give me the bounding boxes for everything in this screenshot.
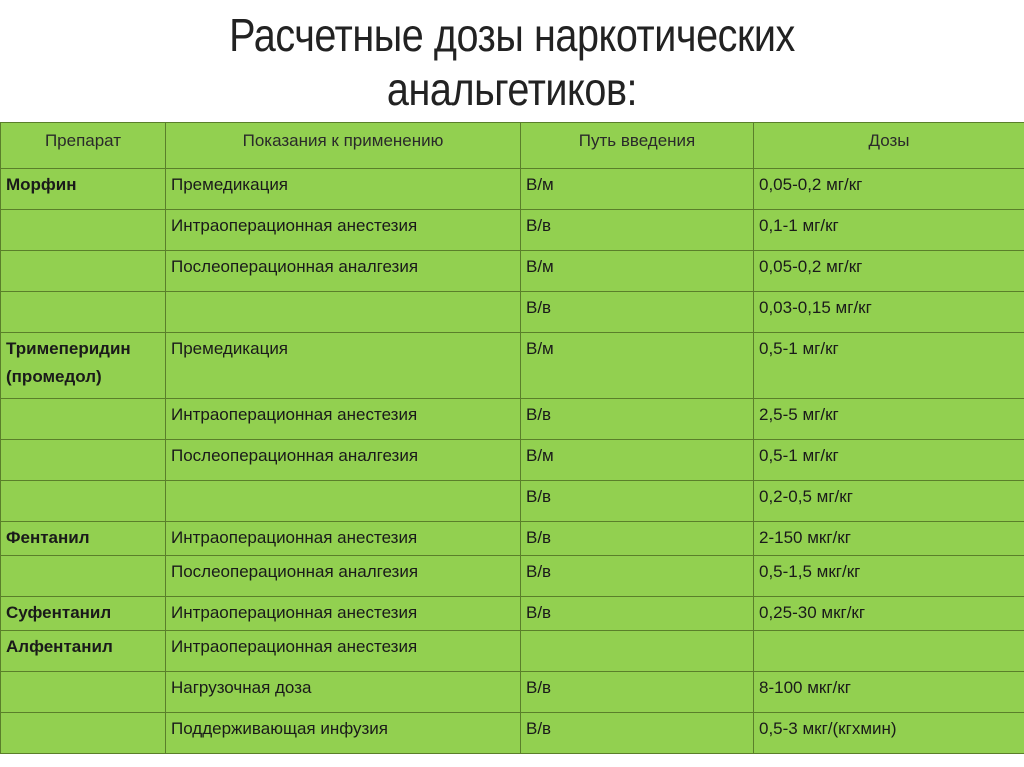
drug-cell [1, 210, 166, 251]
table-row [1, 522, 1024, 556]
route-cell: В/м [521, 169, 754, 210]
indication-cell: Послеоперационная аналгезия [166, 556, 521, 597]
route-cell: В/в [521, 713, 754, 754]
table-row [1, 713, 1024, 754]
dose-cell: 0,05-0,2 мг/кг [754, 251, 1024, 292]
header-indication: Показания к применению [166, 123, 521, 169]
route-cell: В/в [521, 522, 754, 556]
slide-title-line1: Расчетные дозы наркотических [229, 9, 795, 61]
drug-cell: Морфин [1, 169, 166, 210]
header-route: Путь введения [521, 123, 754, 169]
dose-cell: 0,05-0,2 мг/кг [754, 169, 1024, 210]
table-header-row [1, 123, 1024, 169]
table-row [1, 292, 1024, 333]
dose-cell: 0,5-1 мг/кг [754, 440, 1024, 481]
table-row [1, 597, 1024, 631]
header-dose: Дозы [754, 123, 1024, 169]
drug-cell [1, 713, 166, 754]
indication-cell: Интраоперационная анестезия [166, 210, 521, 251]
drug-cell [1, 556, 166, 597]
route-cell: В/в [521, 399, 754, 440]
dose-cell: 0,1-1 мг/кг [754, 210, 1024, 251]
indication-cell: Премедикация [166, 169, 521, 210]
indication-cell: Послеоперационная аналгезия [166, 251, 521, 292]
dose-cell: 2-150 мкг/кг [754, 522, 1024, 556]
dose-cell: 0,25-30 мкг/кг [754, 597, 1024, 631]
drug-cell [1, 440, 166, 481]
table-row [1, 481, 1024, 522]
dose-cell [754, 631, 1024, 672]
table-row [1, 631, 1024, 672]
drug-cell: Суфентанил [1, 597, 166, 631]
drug-cell [1, 481, 166, 522]
route-cell [521, 631, 754, 672]
table-row [1, 333, 1024, 399]
table-row [1, 440, 1024, 481]
indication-cell: Интраоперационная анестезия [166, 597, 521, 631]
indication-cell: Послеоперационная аналгезия [166, 440, 521, 481]
route-cell: В/м [521, 440, 754, 481]
indication-cell: Интраоперационная анестезия [166, 631, 521, 672]
drug-cell: Тримеперидин (промедол) [1, 333, 166, 399]
table-row [1, 251, 1024, 292]
doses-table [0, 122, 1024, 754]
drug-cell [1, 292, 166, 333]
route-cell: В/м [521, 333, 754, 399]
indication-cell: Интраоперационная анестезия [166, 399, 521, 440]
route-cell: В/м [521, 251, 754, 292]
drug-cell: Фентанил [1, 522, 166, 556]
route-cell: В/в [521, 481, 754, 522]
route-cell: В/в [521, 292, 754, 333]
dose-cell: 0,03-0,15 мг/кг [754, 292, 1024, 333]
indication-cell [166, 292, 521, 333]
dose-cell: 0,5-1 мг/кг [754, 333, 1024, 399]
dose-cell: 2,5-5 мг/кг [754, 399, 1024, 440]
dose-cell: 8-100 мкг/кг [754, 672, 1024, 713]
drug-cell [1, 399, 166, 440]
indication-cell: Поддерживающая инфузия [166, 713, 521, 754]
route-cell: В/в [521, 210, 754, 251]
route-cell: В/в [521, 556, 754, 597]
dose-cell: 0,5-3 мкг/(кгхмин) [754, 713, 1024, 754]
indication-cell: Премедикация [166, 333, 521, 399]
drug-cell: Алфентанил [1, 631, 166, 672]
table-row [1, 169, 1024, 210]
indication-cell: Интраоперационная анестезия [166, 522, 521, 556]
route-cell: В/в [521, 597, 754, 631]
slide-title-line2: анальгетиков: [386, 63, 638, 115]
drug-cell [1, 251, 166, 292]
drug-cell [1, 672, 166, 713]
indication-cell: Нагрузочная доза [166, 672, 521, 713]
slide-title [0, 0, 1024, 122]
indication-cell [166, 481, 521, 522]
dose-cell: 0,5-1,5 мкг/кг [754, 556, 1024, 597]
table-row [1, 672, 1024, 713]
dose-cell: 0,2-0,5 мг/кг [754, 481, 1024, 522]
route-cell: В/в [521, 672, 754, 713]
table-row [1, 399, 1024, 440]
header-drug: Препарат [1, 123, 166, 169]
table-row [1, 210, 1024, 251]
table-row [1, 556, 1024, 597]
